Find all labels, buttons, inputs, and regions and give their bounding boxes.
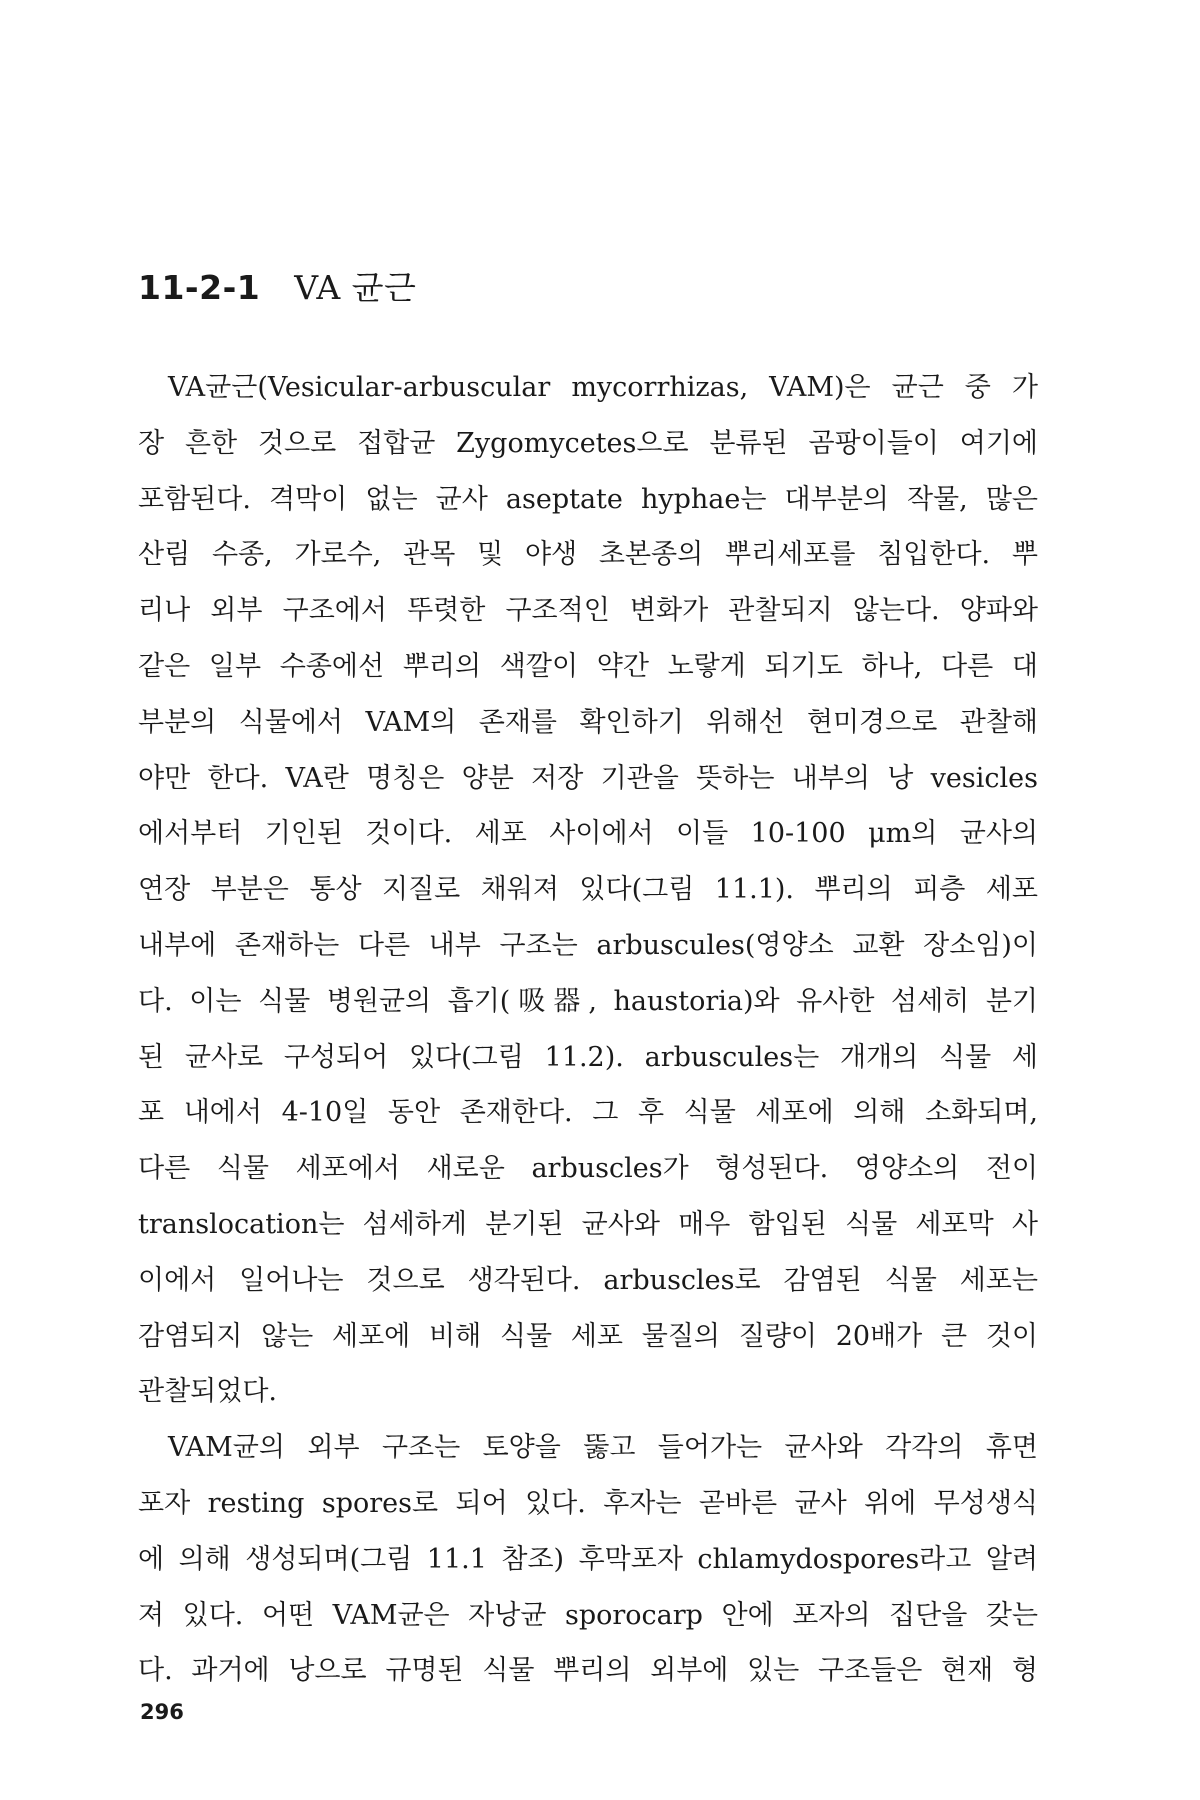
text-line: 다. 이는 식물 병원균의 흡기(吸器, haustoria)와 유사한 섬세히 분기 xyxy=(138,985,1038,1017)
text-line: 다. 과거에 낭으로 규명된 식물 뿌리의 외부에 있는 구조들은 현재 형 xyxy=(138,1655,1038,1687)
text-line: 관찰되었다. xyxy=(138,1376,277,1408)
body-text xyxy=(138,360,1038,1699)
text-line: 이에서 일어나는 것으로 생각된다. arbuscles로 감염된 식물 세포는 xyxy=(138,1264,1038,1296)
text-line: 같은 일부 수종에선 뿌리의 색깔이 약간 노랗게 되기도 하나, 다른 대 xyxy=(138,650,1038,682)
text-line: 다른 식물 세포에서 새로운 arbuscles가 형성된다. 영양소의 전이 xyxy=(138,1153,1038,1185)
text-line: VAM균의 외부 구조는 토양을 뚫고 들어가는 균사와 각각의 휴면 xyxy=(168,1432,1038,1464)
text-line: 부분의 식물에서 VAM의 존재를 확인하기 위해선 현미경으로 관찰해 xyxy=(138,706,1038,738)
text-line: 리나 외부 구조에서 뚜렷한 구조적인 변화가 관찰되지 않는다. 양파와 xyxy=(138,595,1038,627)
text-line: 산림 수종, 가로수, 관목 및 야생 초본종의 뿌리세포를 침입한다. 뿌 xyxy=(138,539,1038,571)
text-line: 야만 한다. VA란 명칭은 양분 저장 기관을 뜻하는 내부의 낭 vesicles xyxy=(138,762,1038,794)
text-line: 장 흔한 것으로 접합균 Zygomycetes으로 분류된 곰팡이들이 여기에 xyxy=(138,427,1038,459)
text-line: 감염되지 않는 세포에 비해 식물 세포 물질의 질량이 20배가 큰 것이 xyxy=(138,1320,1038,1352)
text-line: 포 내에서 4-10일 동안 존재한다. 그 후 식물 세포에 의해 소화되며, xyxy=(138,1097,1038,1129)
text-line: 연장 부분은 통상 지질로 채워져 있다(그림 11.1). 뿌리의 피층 세포 xyxy=(138,874,1038,906)
text-line: 에서부터 기인된 것이다. 세포 사이에서 이들 10-100 μm의 균사의 xyxy=(138,818,1038,850)
text-line: 된 균사로 구성되어 있다(그림 11.2). arbuscules는 개개의 식물 세 xyxy=(138,1041,1038,1073)
text-line: translocation는 섬세하게 분기된 균사와 매우 함입된 식물 세포막 사 xyxy=(138,1208,1038,1240)
text-line: 포자 resting spores로 되어 있다. 후자는 곧바른 균사 위에 무성생식 xyxy=(138,1487,1038,1519)
paragraph xyxy=(138,360,1038,1420)
text-line: 내부에 존재하는 다른 내부 구조는 arbuscules(영양소 교환 장소임)이 xyxy=(138,929,1038,961)
section-number: 11-2-1 xyxy=(138,268,261,307)
page-number: 296 xyxy=(140,1700,184,1724)
text-line: 포함된다. 격막이 없는 균사 aseptate hyphae는 대부분의 작물, 많은 xyxy=(138,483,1038,515)
text-line: VA균근(Vesicular-arbuscular mycorrhizas, VAM)은 균근 중 가 xyxy=(168,372,1038,403)
text-line: 에 의해 생성되며(그림 11.1 참조) 후막포자 chlamydospores라고 알려 xyxy=(138,1543,1038,1575)
section-heading xyxy=(138,262,416,309)
text-line: 져 있다. 어떤 VAM균은 자낭균 sporocarp 안에 포자의 집단을 갖는 xyxy=(138,1599,1038,1631)
section-title: VA 균근 xyxy=(294,268,417,307)
paragraph xyxy=(138,1420,1038,1699)
